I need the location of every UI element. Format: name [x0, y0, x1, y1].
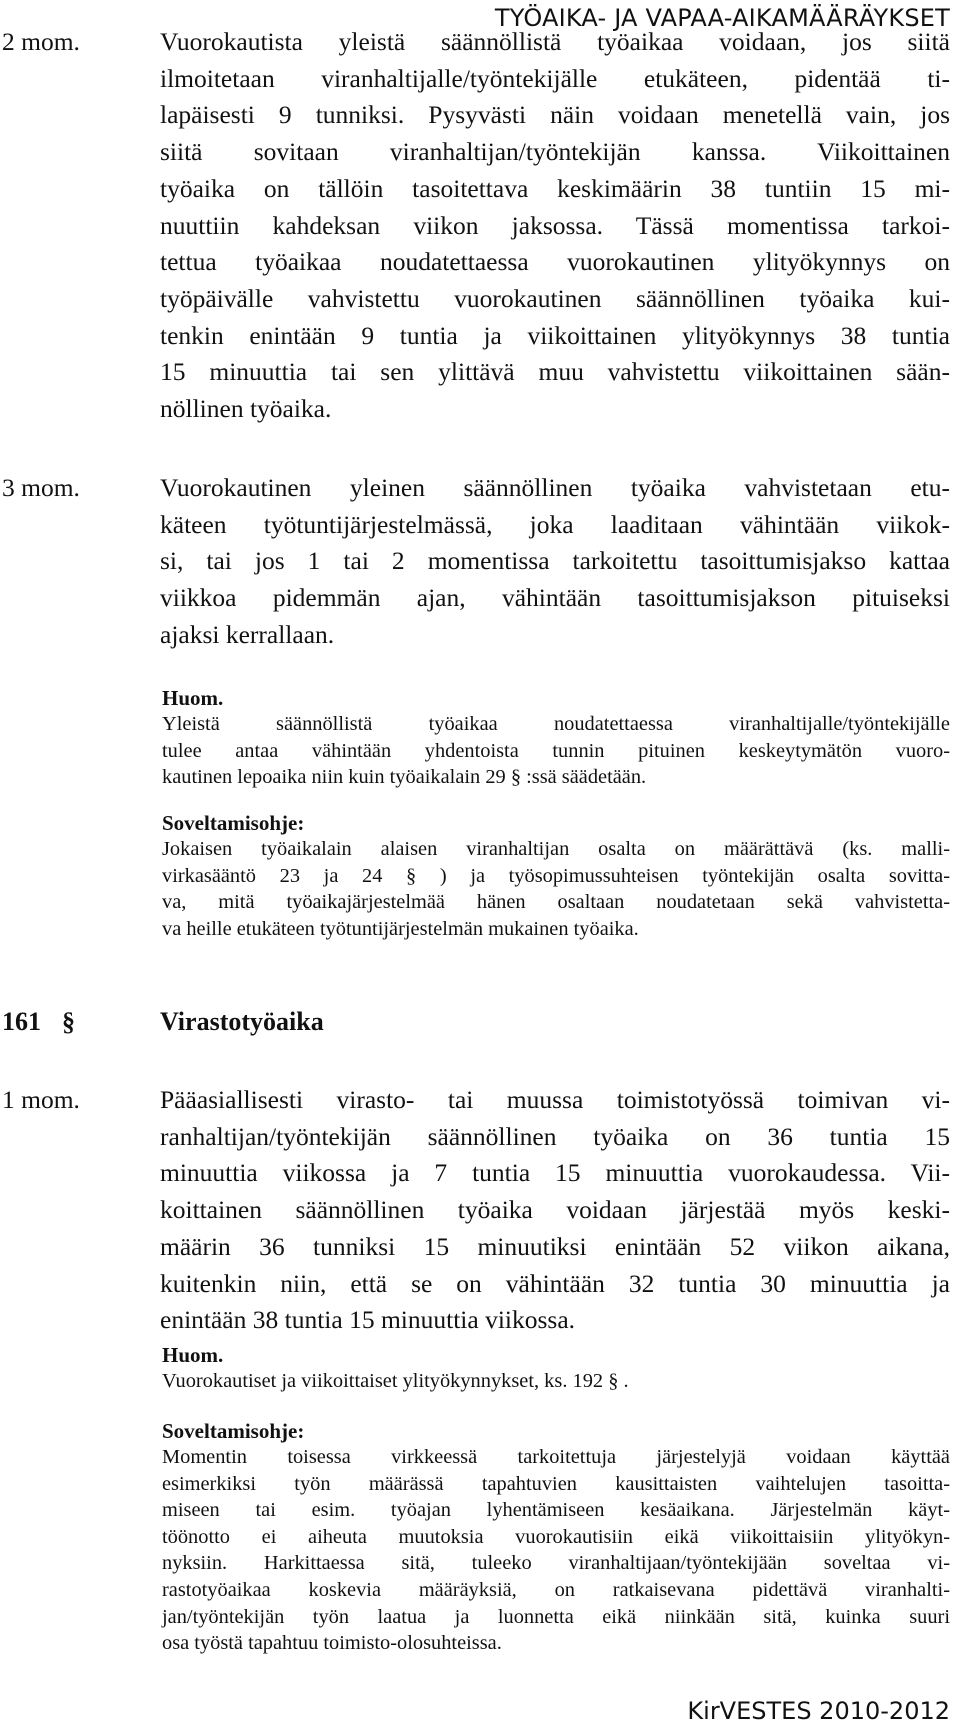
section-title: Virastotyöaika [160, 1007, 324, 1036]
text-line: tulee antaa vähintään yhdentoista tunnin pituinen keskeytymätön vuoro- [162, 739, 950, 762]
note-body [162, 1368, 950, 1395]
section-number: 161 [2, 1007, 41, 1036]
text-line: nöllinen työaika. [160, 394, 332, 424]
paragraph-label: 3 mom. [2, 473, 80, 502]
paragraph-body [160, 470, 950, 654]
note-block [162, 685, 950, 791]
paragraph-body [160, 1082, 950, 1339]
text-line: nyksiin. Harkittaessa sitä, tuleeko viranhaltijaan/työntekijään soveltaa vi- [162, 1552, 950, 1575]
text-line: ranhaltijan/työntekijän säännöllinen työaika on 36 tuntia 15 [160, 1121, 950, 1151]
text-line: si, tai jos 1 tai 2 momentissa tarkoitettu tasoittumisjakso kattaa [160, 546, 950, 576]
text-line: ajaksi kerrallaan. [160, 619, 335, 649]
text-line: esimerkiksi työn määrässä tapahtuvien kausittaisten vaihtelujen tasoitta- [162, 1472, 950, 1495]
guidance-body [162, 1444, 950, 1657]
text-line: virkasääntö 23 ja 24 § ) ja työsopimussuhteisen työntekijän osalta sovitta- [162, 864, 950, 887]
text-line: va, mitä työaikajärjestelmää hänen osaltaan noudatetaan sekä vahvistetta- [162, 891, 950, 914]
text-line: jan/työntekijän työn laatua ja luonnetta eikä niinkään sitä, kuinka suuri [162, 1605, 950, 1628]
paragraph-mom-1 [2, 1082, 952, 1339]
guidance-block [162, 1418, 950, 1657]
text-line: töönotto ei aiheuta muutoksia vuorokautisiin eikä viikoittaisiin ylityökyn- [162, 1525, 950, 1548]
text-line: kautinen lepoaika niin kuin työaikalain 29 § :ssä säädetään. [162, 766, 647, 789]
text-line: työpäivälle vahvistettu vuorokautinen säännöllinen työaika kui- [160, 283, 950, 313]
text-line: Pääasiallisesti virasto- tai muussa toimistotyössä toimivan vi- [160, 1085, 950, 1114]
note-heading: Huom. [162, 686, 224, 710]
paragraph-label: 1 mom. [2, 1085, 80, 1114]
note-block [162, 1342, 950, 1395]
guidance-body [162, 836, 950, 942]
text-line: minuuttia viikossa ja 7 tuntia 15 minuuttia vuorokaudessa. Vii- [160, 1158, 950, 1188]
text-line: kuitenkin niin, että se on vähintään 32 tuntia 30 minuuttia ja [160, 1268, 950, 1298]
text-line: Jokaisen työaikalain alaisen viranhaltijan osalta on määrättävä (ks. malli- [162, 838, 950, 860]
guidance-heading: Soveltamisohje: [162, 811, 305, 835]
text-line: Momentin toisessa virkkeessä tarkoitettuja järjestelyjä voidaan käyttää [162, 1446, 950, 1468]
section-symbol: § [62, 1007, 75, 1036]
note-body [162, 711, 950, 791]
text-line: osa työstä tapahtuu toimisto-olosuhteissa. [162, 1632, 502, 1655]
text-line: Vuorokautista yleistä säännöllistä työaikaa voidaan, jos siitä [160, 27, 950, 56]
running-header: TYÖAIKA- JA VAPAA-AIKAMÄÄRÄYKSET [494, 4, 950, 32]
text-line: va heille etukäteen työtuntijärjestelmän mukainen työaika. [162, 917, 639, 940]
text-line: nuuttiin kahdeksan viikon jaksossa. Tässä momentissa tarkoi- [160, 210, 950, 240]
text-line: tettua työaikaa noudatettaessa vuorokautinen ylityökynnys on [160, 247, 950, 277]
guidance-block [162, 810, 950, 942]
page-footer: KirVESTES 2010-2012 [687, 1697, 950, 1725]
text-line: 15 minuuttia tai sen ylittävä muu vahvistettu viikoittainen sään- [160, 357, 950, 387]
text-line: ilmoitetaan viranhaltijalle/työntekijälle etukäteen, pidentää ti- [160, 63, 950, 93]
note-heading: Huom. [162, 1343, 224, 1367]
text-line: rastotyöaikaa koskevia määräyksiä, on ratkaisevana pidettävä viranhalti- [162, 1578, 950, 1601]
text-line: Yleistä säännöllistä työaikaa noudatettaessa viranhaltijalle/työntekijälle [162, 713, 950, 735]
paragraph-label: 2 mom. [2, 27, 80, 56]
paragraph-mom-3 [2, 470, 952, 654]
text-line: enintään 38 tuntia 15 minuuttia viikossa. [160, 1305, 576, 1335]
text-line: miseen tai esim. työajan lyhentämiseen kesäaikana. Järjestelmän käyt- [162, 1499, 950, 1522]
paragraph-mom-2 [2, 24, 952, 428]
text-line: Vuorokautiset ja viikoittaiset ylityökynnykset, ks. 192 § . [162, 1370, 629, 1392]
text-line: Vuorokautinen yleinen säännöllinen työaika vahvistetaan etu- [160, 473, 950, 502]
text-line: käteen työtuntijärjestelmässä, joka laaditaan vähintään viikok- [160, 509, 950, 539]
text-line: viikkoa pidemmän ajan, vähintään tasoittumisjakson pituiseksi [160, 583, 950, 613]
text-line: lapäisesti 9 tunniksi. Pysyvästi näin voidaan menetellä vain, jos [160, 100, 950, 130]
text-line: koittainen säännöllinen työaika voidaan järjestää myös keski- [160, 1195, 950, 1225]
text-line: määrin 36 tunniksi 15 minuutiksi enintään 52 viikon aikana, [160, 1231, 950, 1261]
text-line: tenkin enintään 9 tuntia ja viikoittainen ylityökynnys 38 tuntia [160, 320, 950, 350]
paragraph-body [160, 24, 950, 428]
text-line: työaika on tällöin tasoitettava keskimäärin 38 tuntiin 15 mi- [160, 173, 950, 203]
guidance-heading: Soveltamisohje: [162, 1419, 305, 1443]
text-line: siitä sovitaan viranhaltijan/työntekijän kanssa. Viikoittainen [160, 137, 950, 167]
section-heading [2, 1007, 324, 1037]
